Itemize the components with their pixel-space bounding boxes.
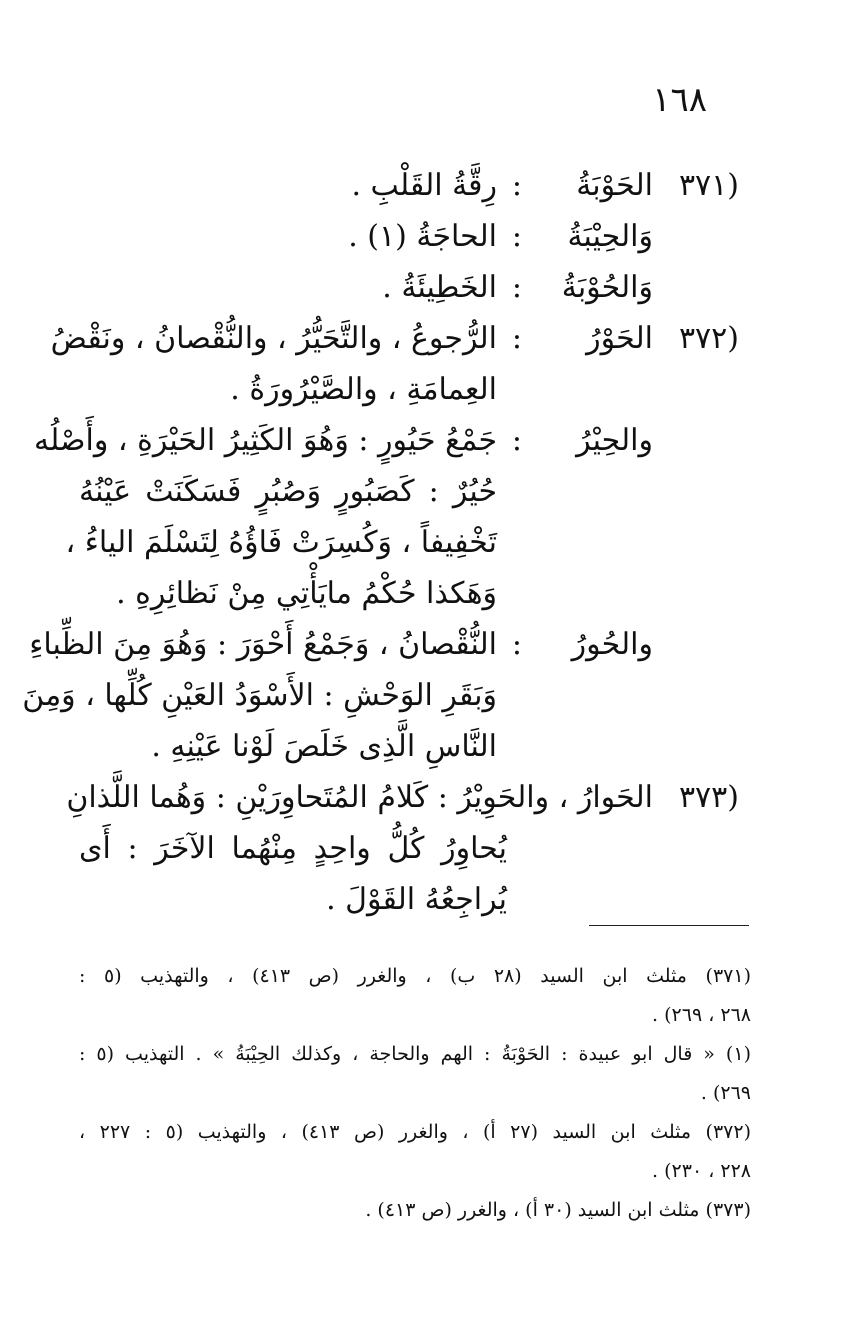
definition: النُّقْصانُ ، وَجَمْعُ أَحْوَرَ : وَهُوَ مِنَ الظِّباءِ	[29, 627, 497, 662]
definition: الحاجَةُ (١) .	[348, 219, 497, 254]
definition: الحَوارُ ، والحَوِيْرُ : كَلامُ المُتَحاوِرَيْنِ : وَهُما اللَّذانِ	[66, 780, 653, 815]
definition-continuation: حُيُرٌ : كَصَبُورٍ وَصُبُرٍ فَسَكَنَتْ عَيْنُهُ	[79, 474, 497, 509]
footnote-1: (١) « قال ابو عبيدة : الحَوْبَةُ : الهم والحاجة ، وكذلك الحِيْبَةُ » . التهذيب (٥ :	[79, 1043, 751, 1065]
entry-371-variant-2	[79, 211, 739, 262]
colon: :	[511, 423, 522, 458]
footnotes-block	[79, 957, 751, 1230]
definition-continuation: تَخْفِيفاً ، وَكُسِرَتْ فَاؤُهُ لِتَسْلَمَ الياءُ ،	[65, 525, 497, 560]
footnote-371-continuation: ٢٦٨ ، ٢٦٩) .	[652, 1004, 751, 1026]
headword: الحَوْبَةُ	[576, 168, 653, 203]
headword: وَالحُوْبَةُ	[561, 270, 653, 305]
definition-continuation: وَبَقَرِ الوَحْشِ : الأَسْوَدُ العَيْنِ كُلِّها ، وَمِنَ	[22, 678, 497, 713]
entry-372-variant-2-continuation	[65, 517, 739, 568]
definition-continuation: يُحاوِرُ كُلُّ واحِدٍ مِنْهُما الآخَرَ : أَى	[79, 831, 507, 866]
definition-continuation: يُراجِعُهُ القَوْلَ .	[326, 882, 507, 917]
footnote-373: (٣٧٣) مثلث ابن السيد (٣٠ أ) ، والغرر (ص ٤١٣) .	[365, 1199, 751, 1221]
colon: :	[511, 321, 522, 356]
entry-373	[66, 772, 739, 823]
entry-371-variant-3	[79, 262, 739, 313]
entry-number: (٣٧١	[678, 168, 739, 203]
definition-continuation: وَهَكذا حُكْمُ مايَأْتِي مِنْ نَظائِرِهِ .	[116, 576, 497, 611]
entry-372-variant-3	[29, 619, 739, 670]
definition-continuation: العِمامَةِ ، والصَّيْرُورَةُ .	[230, 372, 497, 407]
entry-372-variant-3-continuation	[22, 670, 739, 721]
footnote-separator	[589, 925, 749, 926]
headword: وَالحِيْبَةُ	[567, 219, 653, 254]
headword: والحُورُ	[571, 627, 653, 662]
colon: :	[511, 219, 522, 254]
entry-372-variant-2-continuation	[79, 466, 739, 517]
entry-number: (٣٧٢	[678, 321, 739, 356]
colon: :	[511, 270, 522, 305]
entry-372-continuation	[79, 364, 739, 415]
entry-372-variant-2-continuation	[79, 568, 739, 619]
footnote-371: (٣٧١) مثلث ابن السيد (٢٨ ب) ، والغرر (ص ٤١٣) ، والتهذيب (٥ :	[79, 965, 751, 987]
entry-373-continuation	[79, 874, 739, 925]
footnote-1-continuation: ٢٦٩) .	[700, 1082, 751, 1104]
entry-number: (٣٧٣	[678, 780, 739, 815]
entries-block	[22, 160, 739, 925]
footnote-372-continuation: ٢٢٨ ، ٢٣٠) .	[652, 1160, 751, 1182]
entry-372	[50, 313, 739, 364]
entry-371	[79, 160, 739, 211]
colon: :	[511, 168, 522, 203]
page-number: ١٦٨	[652, 80, 707, 120]
footnote-372: (٣٧٢) مثلث ابن السيد (٢٧ أ) ، والغرر (ص ٤١٣) ، والتهذيب (٥ : ٢٢٧ ،	[79, 1121, 751, 1143]
entry-372-variant-2	[34, 415, 739, 466]
entry-372-variant-3-continuation	[79, 721, 739, 772]
definition: الرُّجوعُ ، والتَّحَيُّرُ ، والنُّقْصانُ ، ونَقْضُ	[50, 321, 497, 356]
definition: جَمْعُ حَيُورٍ : وَهُوَ الكَثِيرُ الحَيْرَةِ ، وأَصْلُه	[34, 423, 497, 458]
definition: الخَطِيئَةُ .	[382, 270, 497, 305]
colon: :	[511, 627, 522, 662]
headword: الحَوْرُ	[586, 321, 653, 356]
entry-373-continuation	[79, 823, 739, 874]
definition-continuation: النَّاسِ الَّذِى خَلَصَ لَوْنا عَيْنِهِ .	[151, 729, 497, 764]
definition: رِقَّةُ القَلْبِ .	[351, 168, 497, 203]
headword: والحِيْرُ	[576, 423, 653, 458]
